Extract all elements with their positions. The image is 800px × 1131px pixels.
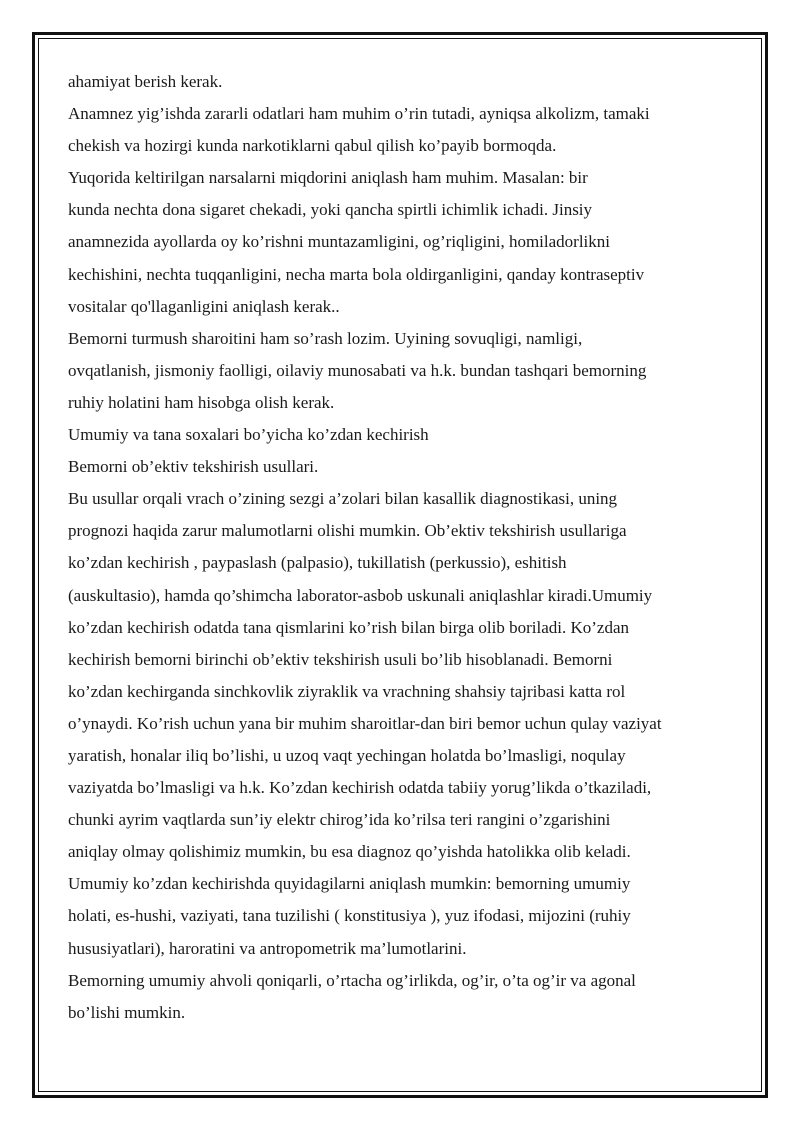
text-line: aniqlay olmay qolishimiz mumkin, bu esa diagnoz qo’yishda hatolikka olib keladi. (68, 842, 631, 862)
text-line: Umumiy ko’zdan kechirishda quyidagilarni aniqlash mumkin: bemorning umumiy (68, 874, 631, 894)
section-subheading: Bemorni ob’ektiv tekshirish usullari. (68, 457, 319, 477)
text-line: kechishini, nechta tuqqanligini, necha marta bola oldirganligini, qanday kontraseptiv (68, 264, 645, 284)
text-line: Yuqorida keltirilgan narsalarni miqdorini aniqlash ham muhim. Masalan: bir (68, 168, 588, 188)
text-line: chekish va hozirgi kunda narkotiklarni qabul qilish ko’payib bormoqda. (68, 136, 557, 156)
document-body (68, 66, 738, 1029)
text-line: ko’zdan kechirganda sinchkovlik ziyraklik va vrachning shahsiy tajribasi katta rol (68, 681, 626, 701)
text-line: ovqatlanish, jismoniy faolligi, oilaviy munosabati va h.k. bundan tashqari bemorning (68, 360, 647, 380)
text-line: ruhiy holatini ham hisobga olish kerak. (68, 392, 335, 412)
text-line: Anamnez yig’ishda zararli odatlari ham muhim o’rin tutadi, ayniqsa alkolizm, tamaki (68, 104, 650, 124)
text-line: vositalar qo'llaganligini aniqlash kerak.. (68, 296, 340, 316)
text-line: yaratish, honalar iliq bo’lishi, u uzoq vaqt yechingan holatda bo’lmasligi, noqulay (68, 745, 626, 765)
text-line: hususiyatlari), haroratini va antropometrik ma’lumotlarini. (68, 938, 467, 958)
text-line: Bemorni turmush sharoitini ham so’rash lozim. Uyining sovuqligi, namligi, (68, 328, 583, 348)
text-line: Bu usullar orqali vrach o’zining sezgi a’zolari bilan kasallik diagnostikasi, uning (68, 489, 618, 509)
text-line: vaziyatda bo’lmasligi va h.k. Ko’zdan kechirish odatda tabiiy yorug’likda o’tkaziladi, (68, 778, 652, 798)
text-line: kunda nechta dona sigaret chekadi, yoki qancha spirtli ichimlik ichadi. Jinsiy (68, 200, 593, 220)
text-line: bo’lishi mumkin. (68, 1002, 186, 1022)
text-line: anamnezida ayollarda oy ko’rishni muntazamligini, og’riqligini, homiladorlikni (68, 232, 610, 252)
text-line: chunki ayrim vaqtlarda sun’iy elektr chirog’ida ko’rilsa teri rangini o’zgarishini (68, 810, 611, 830)
text-line: ko’zdan kechirish , paypaslash (palpasio), tukillatish (perkussio), eshitish (68, 553, 567, 573)
section-heading: Umumiy va tana soxalari bo’yicha ko’zdan kechirish (68, 425, 429, 445)
text-line: ko’zdan kechirish odatda tana qismlarini ko’rish bilan birga olib boriladi. Ko’zdan (68, 617, 630, 637)
text-line: (auskultasio), hamda qo’shimcha laborator-asbob uskunali aniqlashlar kiradi.Umumiy (68, 585, 653, 605)
text-line: holati, es-hushi, vaziyati, tana tuzilishi ( konstitusiya ), yuz ifodasi, mijozini (ruhiy (68, 906, 631, 926)
text-line: kechirish bemorni birinchi ob’ektiv tekshirish usuli bo’lib hisoblanadi. Bemorni (68, 649, 613, 669)
text-line: o’ynaydi. Ko’rish uchun yana bir muhim sharoitlar-dan biri bemor uchun qulay vaziyat (68, 713, 662, 733)
text-line: ahamiyat berish kerak. (68, 72, 223, 91)
text-line: Bemorning umumiy ahvoli qoniqarli, o’rtacha og’irlikda, og’ir, o’ta og’ir va agonal (68, 970, 636, 990)
text-line: prognozi haqida zarur malumotlarni olishi mumkin. Ob’ektiv tekshirish usullariga (68, 521, 627, 541)
